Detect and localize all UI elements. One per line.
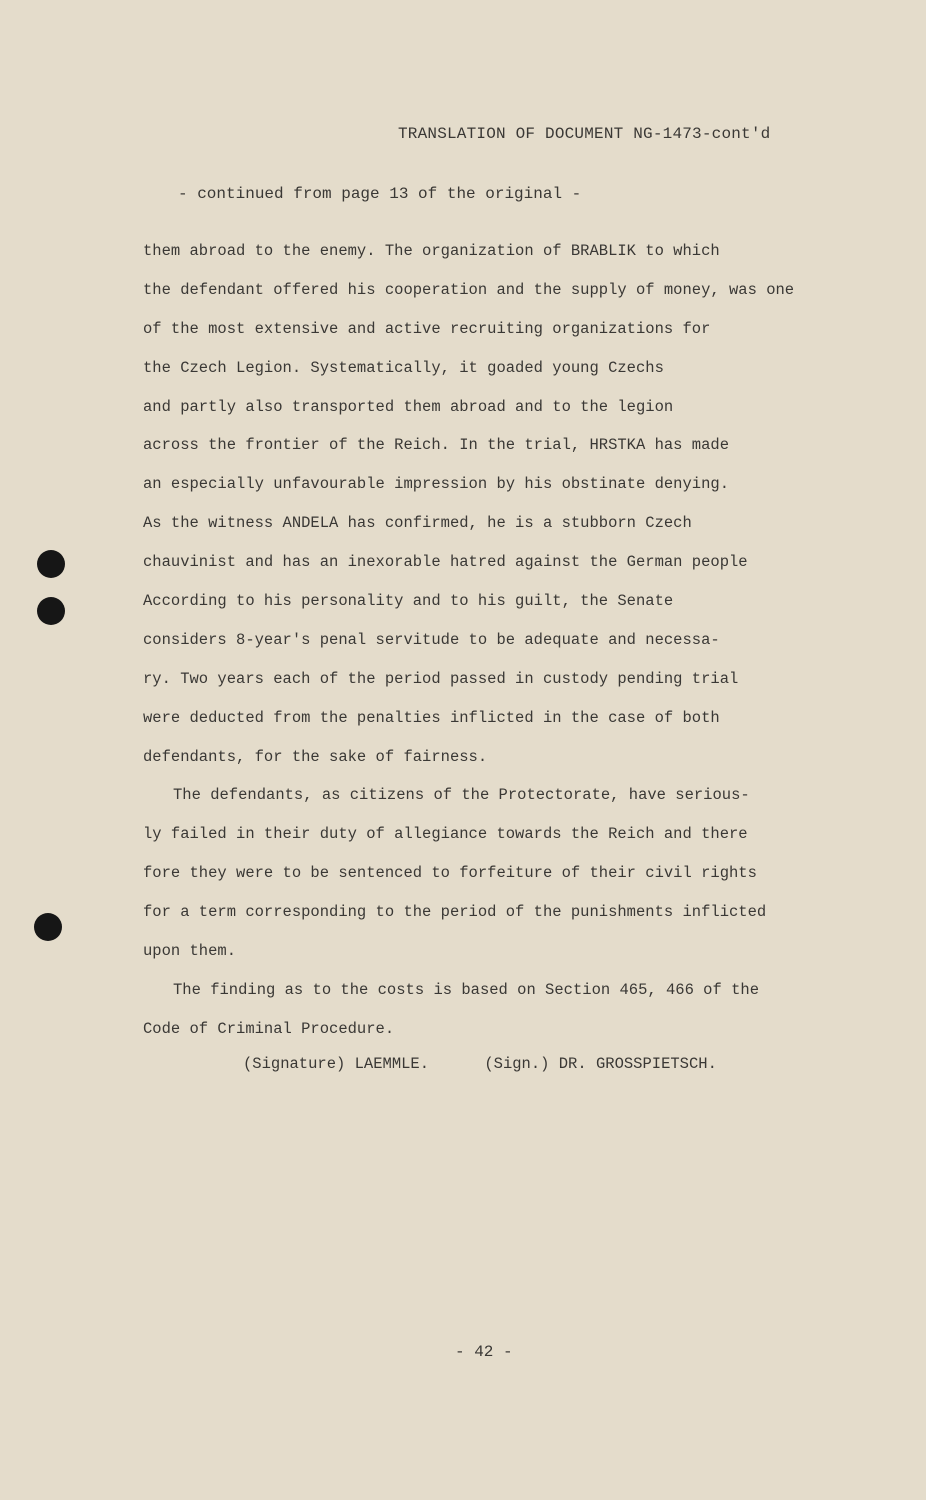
text-line: According to his personality and to his guilt, the Senate (143, 592, 674, 611)
text-line: across the frontier of the Reich. In the trial, HRSTKA has made (143, 436, 729, 455)
signature-second: (Sign.) DR. GROSSPIETSCH. (484, 1055, 717, 1073)
text-line: defendants, for the sake of fairness. (143, 747, 488, 766)
text-line: Code of Criminal Procedure. (143, 1019, 395, 1038)
signature-block (243, 1055, 717, 1073)
text-line: considers 8-year's penal servitude to be adequate and necessa- (143, 630, 720, 649)
punch-hole (37, 550, 65, 578)
signature-first: (Signature) LAEMMLE. (243, 1055, 430, 1073)
text-line: the defendant offered his cooperation and the supply of money, was one (143, 280, 795, 299)
text-line: fore they were to be sentenced to forfeiture of their civil rights (143, 864, 757, 883)
text-line: an especially unfavourable impression by his obstinate denying. (143, 475, 729, 494)
text-line: were deducted from the penalties inflicted in the case of both (143, 708, 720, 727)
text-line: The finding as to the costs is based on Section 465, 466 of the (173, 980, 759, 999)
text-line: of the most extensive and active recruiting organizations for (143, 319, 711, 338)
text-line: for a term corresponding to the period of the punishments inflicted (143, 903, 767, 922)
text-line: The defendants, as citizens of the Protectorate, have serious- (173, 786, 750, 805)
text-line: the Czech Legion. Systematically, it goaded young Czechs (143, 358, 664, 377)
body-text (143, 236, 833, 1053)
punch-hole (34, 913, 62, 941)
text-line: ry. Two years each of the period passed in custody pending trial (143, 669, 739, 688)
text-line: chauvinist and has an inexorable hatred against the German people (143, 553, 748, 572)
text-line: and partly also transported them abroad and to the legion (143, 397, 674, 416)
text-line: As the witness ANDELA has confirmed, he is a stubborn Czech (143, 514, 692, 533)
page-number: - 42 - (455, 1343, 513, 1361)
punch-hole (37, 597, 65, 625)
text-line: ly failed in their duty of allegiance towards the Reich and there (143, 825, 748, 844)
continuation-note: - continued from page 13 of the original - (178, 185, 582, 203)
document-header: TRANSLATION OF DOCUMENT NG-1473-cont'd (398, 125, 771, 143)
text-line: upon them. (143, 942, 237, 961)
text-line: them abroad to the enemy. The organization of BRABLIK to which (143, 242, 720, 260)
